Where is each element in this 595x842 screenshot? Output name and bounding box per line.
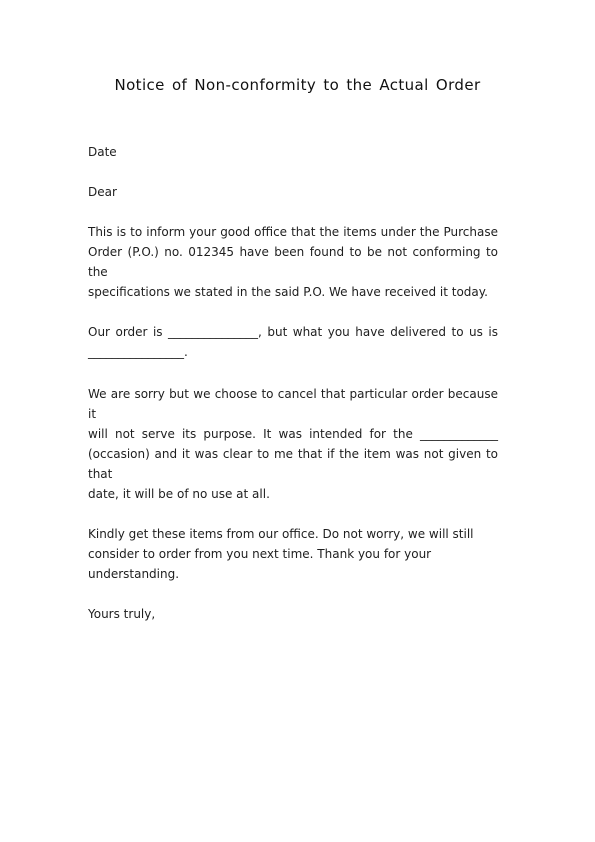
paragraph-line: ________________. [88, 345, 188, 359]
salutation: Dear [88, 185, 117, 199]
spacer [88, 504, 498, 524]
paragraph-line: Kindly get these items from our office. Do not worry, we will still [88, 527, 474, 541]
spacer [88, 162, 498, 182]
spacer [88, 202, 498, 222]
paragraph-line: This is to inform your good office that the items under the Purchase [88, 225, 498, 239]
paragraph-line: date, it will be of no use at all. [88, 487, 270, 501]
paragraph-order-mismatch [88, 322, 498, 362]
spacer [88, 362, 498, 384]
paragraph-line: (occasion) and it was clear to me that if the item was not given to that [88, 447, 498, 481]
letter-body [88, 142, 498, 624]
spacer [88, 584, 498, 604]
paragraph-purchase-order [88, 222, 498, 302]
paragraph-line: Our order is _______________, but what you have delivered to us is [88, 325, 498, 339]
paragraph-line: understanding. [88, 567, 180, 581]
paragraph-cancellation [88, 384, 498, 504]
date-label: Date [88, 145, 117, 159]
document-title: Notice of Non-conformity to the Actual Order [114, 76, 481, 94]
paragraph-pickup-request [88, 524, 498, 584]
paragraph-line: will not serve its purpose. It was intended for the _____________ [88, 427, 498, 441]
paragraph-line: We are sorry but we choose to cancel that particular order because it [88, 387, 498, 421]
closing: Yours truly, [88, 607, 156, 621]
paragraph-line: specifications we stated in the said P.O. We have received it today. [88, 285, 488, 299]
paragraph-line: Order (P.O.) no. 012345 have been found to be not conforming to the [88, 245, 498, 279]
spacer [88, 302, 498, 322]
paragraph-line: consider to order from you next time. Thank you for your [88, 547, 432, 561]
